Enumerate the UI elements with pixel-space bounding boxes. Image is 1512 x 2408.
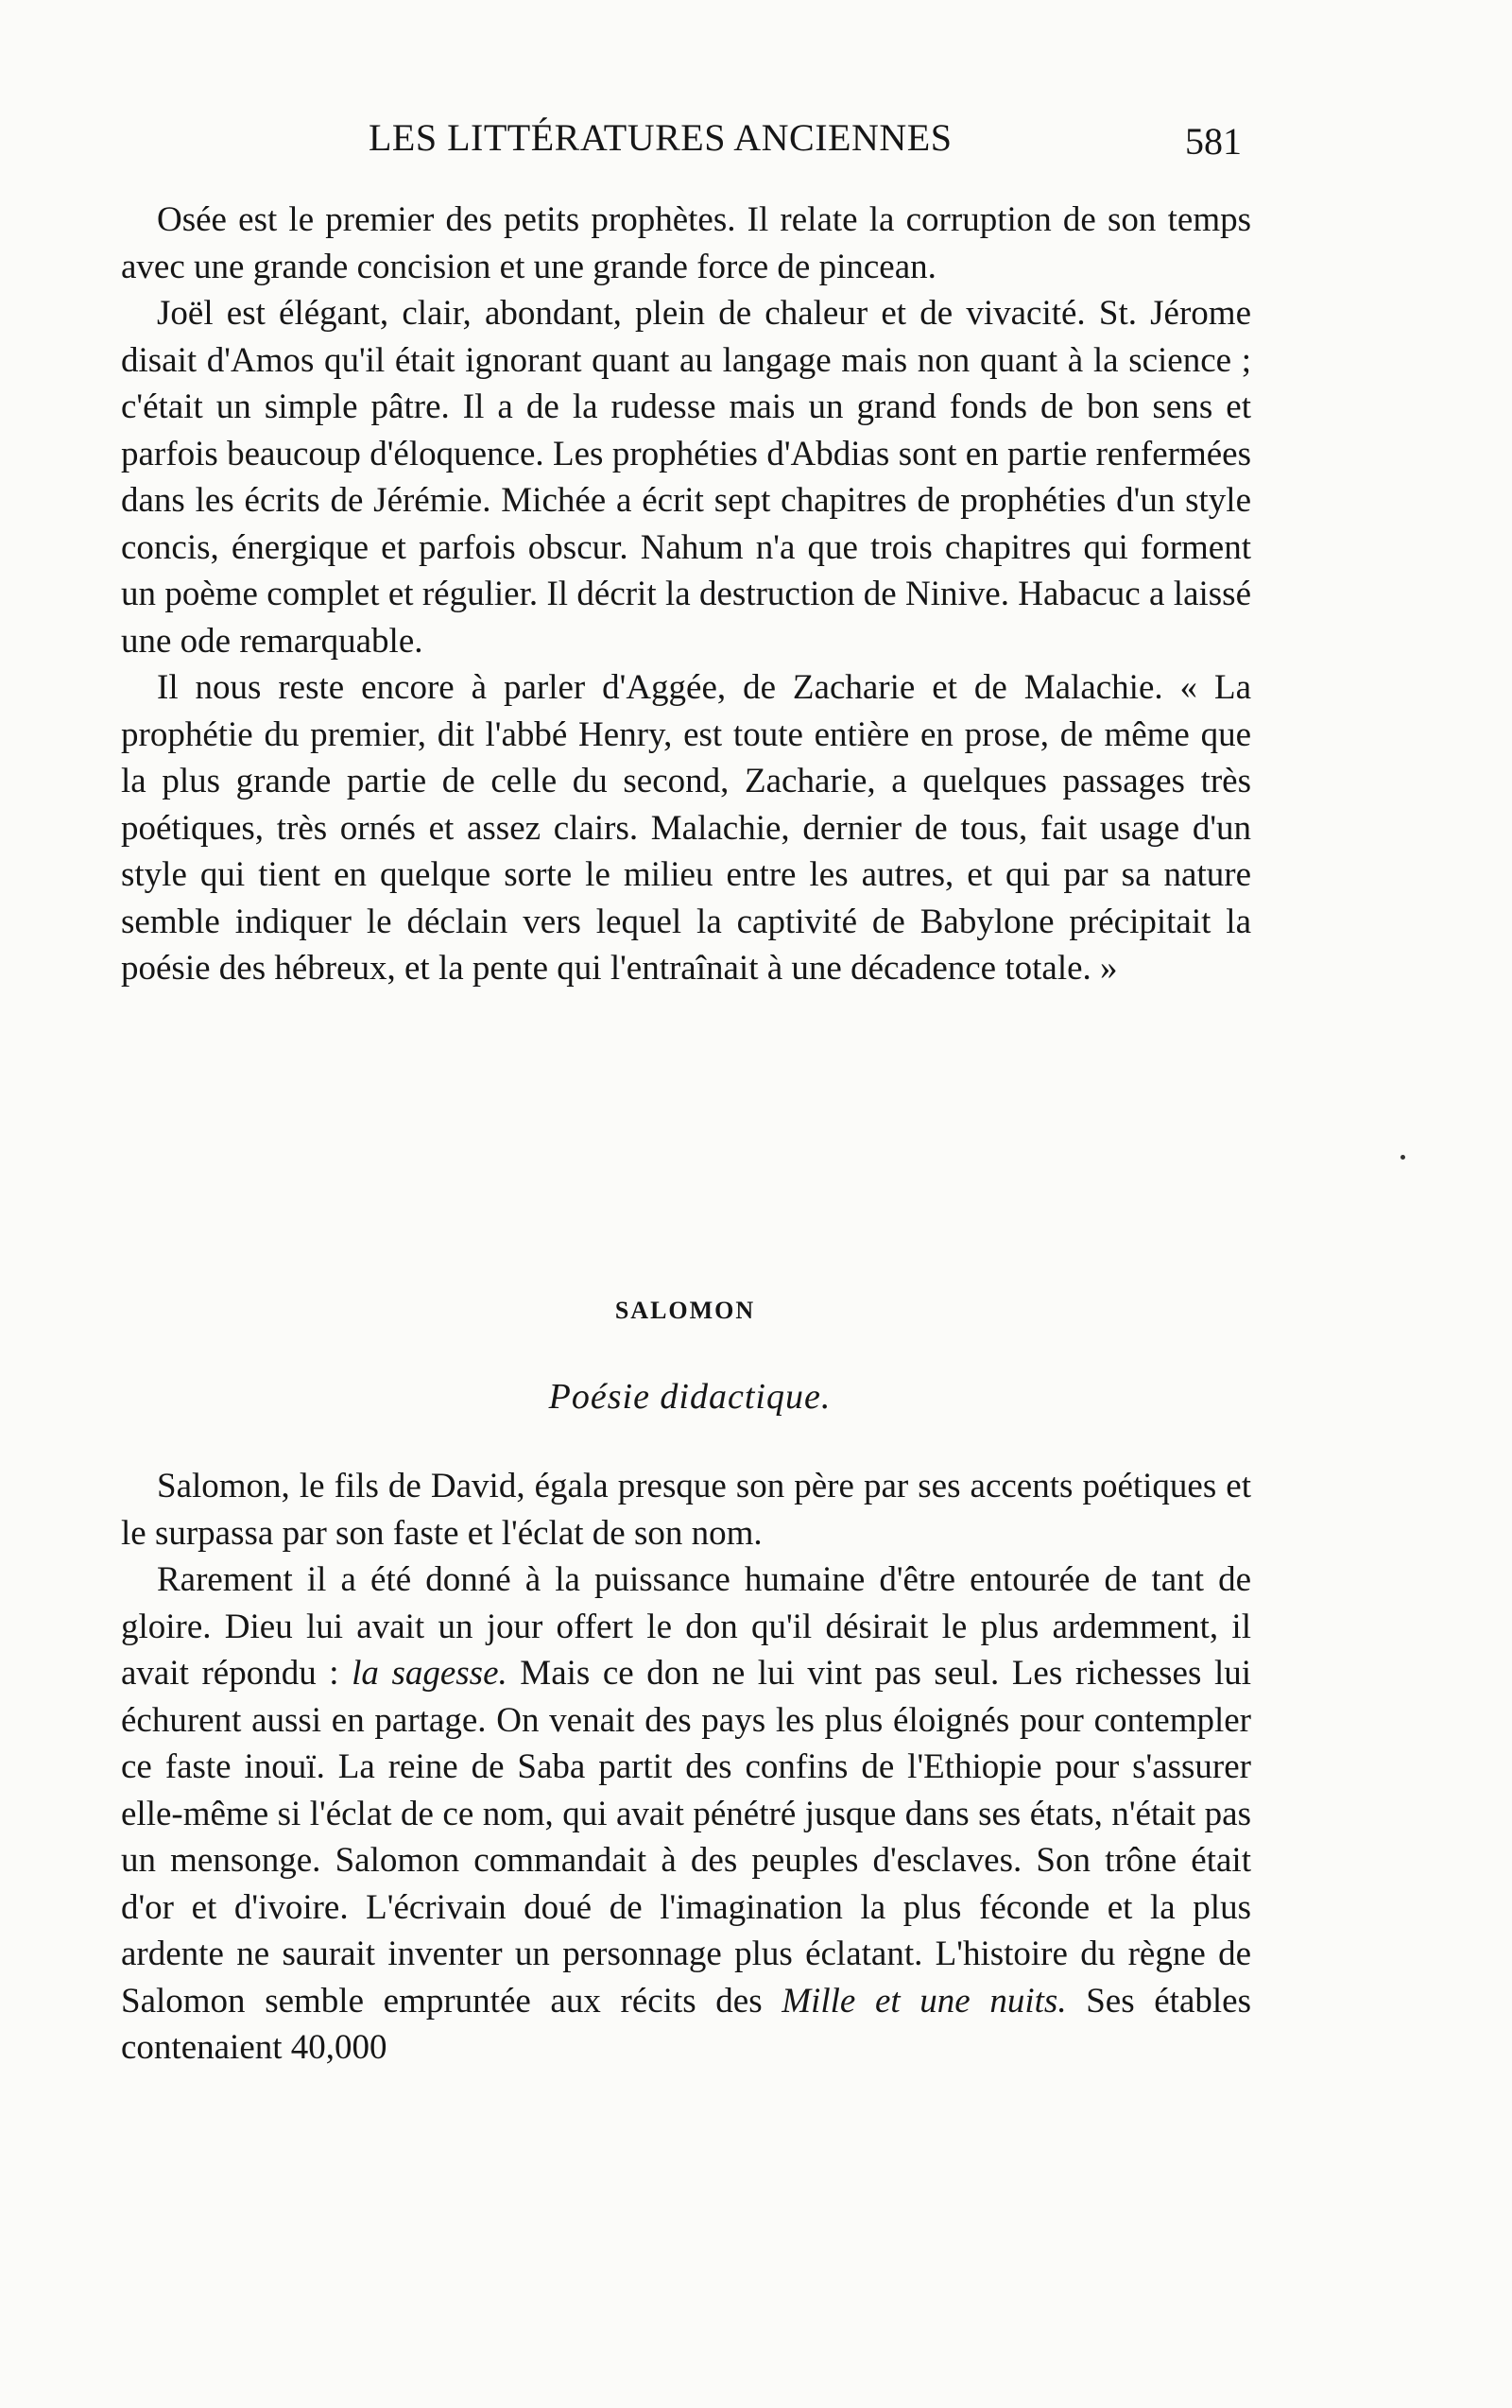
running-header — [121, 112, 1251, 164]
paragraph-aggee: Il nous reste encore à parler d'Aggée, de Zacharie et de Malachie. « La prophétie du premier, dit l'abbé Henry, est toute entière en prose, de même que la plus grande partie de celle du second, Zacharie, a quelques passages très poétiques, très ornés et assez clairs. Malachie, dernier de tous, fait usage d'un style qui tient en quelque sorte le milieu entre les autres, et qui par sa nature semble indiquer le déclain vers lequel la captivité de Babylone précipitait la poésie des hébreux, et la pente qui l'entraînait à une décadence totale. » — [121, 668, 1251, 988]
print-speck — [1400, 1155, 1405, 1160]
running-title: LES LITTÉRATURES ANCIENNES — [369, 116, 953, 159]
italic-run-mille-nuits: Mille et une nuits. — [782, 1981, 1067, 2021]
text-run: Ses étables contenaient 40,000 — [121, 1981, 1251, 2067]
paragraph-salomon-gloire — [121, 1557, 1251, 2072]
italic-run-sagesse: la sagesse. — [352, 1654, 507, 1693]
paragraph-salomon-intro: Salomon, le fils de David, égala presque son père par ses accents poétiques et le surpassa par son faste et l'éclat de son nom. — [121, 1467, 1251, 1553]
section-heading: SALOMON — [614, 1297, 756, 1324]
text-run: Mais ce don ne lui vint pas seul. Les richesses lui échurent aussi en partage. On venait des pays les plus éloignés pour contempler ce faste inouï. La reine de Saba partit des confins de l'Ethiopie pour s'assurer elle-même si l'éclat de ce nom, qui avait pénétré jusque dans ses états, n'était pas un mensonge. Salomon commandait à des peuples d'esclaves. Son trône était d'or et d'ivoire. L'écrivain doué de l'imagination la plus féconde et la plus ardente ne saurait inventer un personnage plus éclatant. L'histoire du règne de Salomon semble empruntée aux récits des — [121, 1654, 1251, 2021]
text-block-salomon — [121, 1463, 1251, 2072]
page-number: 581 — [1185, 120, 1242, 163]
section-subtitle: Poésie didactique. — [548, 1377, 832, 1417]
text-block-prophets — [121, 197, 1251, 992]
text-run: Rarement il a été donné à la puissance humaine d'être entourée de tant de gloire. Dieu lui avait un jour offert le don qu'il désirait le plus ardemment, il avait répondu : — [121, 1560, 1251, 1693]
paragraph-joel: Joël est élégant, clair, abondant, plein de chaleur et de vivacité. St. Jérome disait d'Amos qu'il était ignorant quant au langage mais non quant à la science ; c'était un simple pâtre. Il a de la rudesse mais un grand fonds de bon sens et parfois beaucoup d'éloquence. Les prophéties d'Abdias sont en partie renfermées dans les écrits de Jérémie. Michée a écrit sept chapitres de prophéties d'un style concis, énergique et parfois obscur. Nahum n'a que trois chapitres qui forment un poème complet et régulier. Il décrit la destruction de Ninive. Habacuc a laissé une ode remarquable. — [121, 294, 1251, 661]
paragraph-osee: Osée est le premier des petits prophètes. Il relate la corruption de son temps avec une grande concision et une grande force de pincean. — [121, 200, 1251, 286]
